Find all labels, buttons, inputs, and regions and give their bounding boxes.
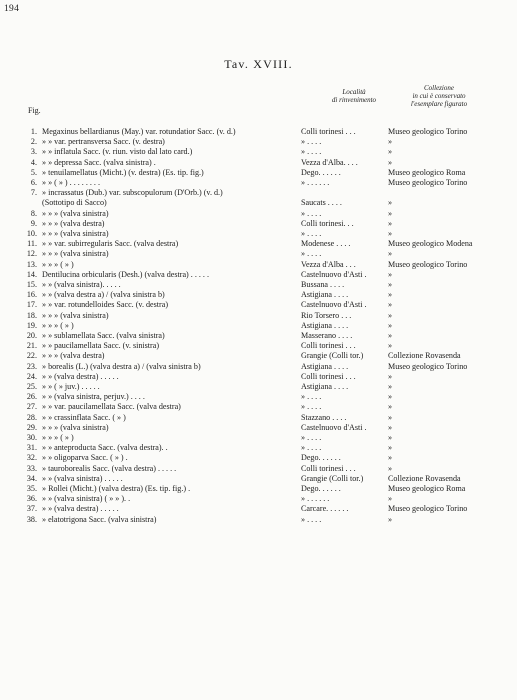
- collection: Museo geologico Torino: [388, 178, 468, 187]
- figure-number: 4.: [30, 157, 37, 167]
- figure-number: 22.: [26, 351, 37, 361]
- species-description: » » oligoparva Sacc. ( » ) .: [42, 453, 128, 463]
- locality: Dego. . . . . .: [301, 453, 341, 463]
- figure-number: 37.: [26, 504, 37, 514]
- collection: »: [388, 422, 393, 432]
- locality: » . . . . . .: [301, 178, 330, 187]
- figure-number: 13.: [26, 259, 37, 269]
- species-description: (Sottotipo di Sacco): [42, 198, 107, 208]
- locality: Rio Torsero . . .: [301, 310, 352, 320]
- collection: »: [388, 229, 393, 238]
- figure-number: 5.: [30, 167, 37, 177]
- species-description: » elatotrigona Sacc. (valva sinistra): [42, 514, 157, 524]
- species-description: » » inflatula Sacc. (v. riun. visto dal lato card.): [42, 147, 193, 157]
- locality: Dego. . . . . .: [301, 484, 341, 493]
- figure-row: [0, 127, 517, 137]
- figure-number: 23.: [26, 361, 37, 371]
- figure-row: [0, 382, 517, 392]
- figure-number: 1.: [30, 127, 37, 136]
- figure-number: 25.: [26, 382, 37, 391]
- species-description: » » » (valva sinistra): [42, 208, 109, 218]
- figure-row: [0, 137, 517, 147]
- species-description: » » » (valva destra): [42, 218, 105, 228]
- collection: »: [388, 290, 393, 300]
- locality: Astigiana . . . .: [301, 320, 349, 330]
- species-description: » » ( » ) . . . . . . . .: [42, 178, 100, 187]
- collection: »: [388, 341, 393, 351]
- collection: »: [388, 208, 393, 218]
- collection: Museo geologico Modena: [388, 239, 473, 249]
- collection: »: [388, 147, 393, 157]
- species-description: » » var. paucilamellata Sacc. (valva destra): [42, 402, 181, 412]
- figure-row: [0, 392, 517, 402]
- figure-row: [0, 178, 517, 188]
- species-description: » » » (valva sinistra): [42, 422, 109, 432]
- collection: »: [388, 280, 393, 289]
- collection: Collezione Rovasenda: [388, 351, 461, 361]
- collection: »: [388, 453, 393, 463]
- figure-number: 7.: [30, 188, 37, 198]
- collection: Museo geologico Torino: [388, 504, 468, 514]
- locality: » . . . .: [301, 402, 322, 412]
- species-description: » » anteproducta Sacc. (valva destra). .: [42, 443, 168, 453]
- figure-row: [0, 300, 517, 310]
- species-description: » » crassinflata Sacc. ( » ): [42, 412, 126, 422]
- figure-row: [0, 198, 517, 208]
- locality: » . . . .: [301, 433, 322, 442]
- collection: Collezione Rovasenda: [388, 473, 461, 483]
- figure-row: [0, 158, 517, 168]
- figure-row: [0, 270, 517, 280]
- collection: Museo geologico Torino: [388, 259, 468, 269]
- collection: »: [388, 412, 393, 422]
- collection: »: [388, 218, 393, 228]
- figure-row: [0, 229, 517, 239]
- figure-number: 27.: [26, 402, 37, 412]
- collection: Museo geologico Roma: [388, 484, 466, 493]
- species-description: » » (valva sinistra, perjuv.) . . . .: [42, 392, 145, 402]
- figure-number: 18.: [26, 310, 37, 320]
- locality: Bussana . . . .: [301, 280, 345, 289]
- species-description: » tauroborealis Sacc. (valva destra) . . . . .: [42, 463, 177, 473]
- figure-row: [0, 290, 517, 300]
- locality: Castelnuovo d'Asti .: [301, 422, 367, 432]
- collection: Museo geologico Torino: [388, 127, 468, 136]
- collection-header-line2: in cui è conservato: [412, 92, 466, 100]
- collection-header-line1: Collezione: [424, 84, 454, 92]
- collection: Museo geologico Roma: [388, 167, 466, 177]
- collection-column-header: [384, 84, 494, 108]
- locality: Grangie (Colli tor.): [301, 473, 364, 483]
- figure-row: [0, 402, 517, 412]
- figure-row: [0, 362, 517, 372]
- figure-number: 31.: [26, 443, 37, 453]
- page-number: 194: [4, 4, 20, 14]
- figure-number: 20.: [26, 331, 37, 340]
- locality: » . . . .: [301, 229, 322, 238]
- figure-row: [0, 423, 517, 433]
- species-description: » » paucilamellata Sacc. (v. sinistra): [42, 341, 160, 351]
- figure-number: 2.: [30, 137, 37, 147]
- figure-row: [0, 311, 517, 321]
- locality: Grangie (Colli tor.): [301, 351, 364, 361]
- collection: »: [388, 198, 393, 208]
- figure-row: [0, 188, 517, 198]
- locality-column-header: [324, 88, 384, 104]
- figure-number: 12.: [26, 249, 37, 259]
- fig-column-header: Fig.: [28, 106, 41, 115]
- species-description: » » (valva sinistra) . . . . .: [42, 473, 123, 483]
- figure-row: [0, 413, 517, 423]
- collection: »: [388, 310, 393, 320]
- locality: Castelnuovo d'Asti .: [301, 269, 367, 279]
- locality: » . . . .: [301, 443, 322, 453]
- species-description: » » (valva destra) . . . . .: [42, 371, 119, 381]
- species-description: » » » ( » ): [42, 320, 74, 330]
- collection: »: [388, 494, 393, 504]
- figure-row: [0, 433, 517, 443]
- species-description: » » » (valva sinistra): [42, 229, 109, 238]
- species-description: » incrassatus (Dub.) var. subscopulorum (D'Orb.) (v. d.): [42, 188, 223, 198]
- locality: Colli torinesi . . .: [301, 463, 356, 473]
- figure-number: 32.: [26, 453, 37, 463]
- figure-number: 17.: [26, 300, 37, 310]
- figure-number: 16.: [26, 290, 37, 300]
- species-description: » » » (valva sinistra): [42, 310, 109, 320]
- figure-row: [0, 453, 517, 463]
- species-description: » » var. rotundelloides Sacc. (v. destra): [42, 300, 169, 310]
- locality: Colli torinesi . . .: [301, 341, 356, 351]
- figure-number: 14.: [26, 269, 37, 279]
- figure-number: 26.: [26, 392, 37, 402]
- plate-title: Tav. XVIII.: [224, 57, 293, 71]
- locality: Astigiana . . . .: [301, 361, 349, 371]
- figure-number: 21.: [26, 341, 37, 351]
- locality-header-line1: Località: [342, 88, 366, 96]
- locality-header-line2: di rinvenimento: [331, 96, 377, 104]
- species-description: » » (valva sinistra) ( » » ). .: [42, 494, 131, 504]
- locality: » . . . .: [301, 147, 322, 157]
- figure-row: [0, 474, 517, 484]
- locality: Castelnuovo d'Asti .: [301, 300, 367, 310]
- species-description: » tenuilamellatus (Micht.) (v. destra) (Es. tip. fig.): [42, 167, 204, 177]
- figure-row: [0, 372, 517, 382]
- locality: Astigiana . . . .: [301, 382, 349, 391]
- species-description: » » sublamellata Sacc. (valva sinistra): [42, 331, 165, 340]
- locality: Vezza d'Alba . . .: [301, 259, 356, 269]
- figure-row: [0, 239, 517, 249]
- figure-row: [0, 331, 517, 341]
- collection: »: [388, 137, 393, 147]
- species-description: » Rollei (Micht.) (valva destra) (Es. tip. fig.) .: [42, 484, 191, 493]
- collection: »: [388, 382, 393, 391]
- locality: Saucats . . . .: [301, 198, 342, 208]
- figure-number: 9.: [30, 218, 37, 228]
- collection: »: [388, 300, 393, 310]
- collection: »: [388, 269, 393, 279]
- figure-row: [0, 147, 517, 157]
- species-description: » » » (valva destra): [42, 351, 105, 361]
- species-description: » » » (valva sinistra): [42, 249, 109, 259]
- figure-row: [0, 494, 517, 504]
- species-description: » » var. pertransversa Sacc. (v. destra): [42, 137, 165, 147]
- species-description: » » var. subirregularis Sacc. (valva destra): [42, 239, 179, 249]
- species-description: » » (valva destra) . . . . .: [42, 504, 119, 514]
- collection: »: [388, 249, 393, 259]
- figure-number: 24.: [26, 371, 37, 381]
- figure-number: 33.: [26, 463, 37, 473]
- figure-row: [0, 443, 517, 453]
- locality: » . . . .: [301, 392, 322, 402]
- locality: Carcare. . . . . .: [301, 504, 349, 514]
- locality: Colli torinesi. . .: [301, 218, 354, 228]
- figure-row: [0, 341, 517, 351]
- locality: Astigiana . . . .: [301, 290, 349, 300]
- collection: »: [388, 514, 393, 524]
- locality: Masserano . . . .: [301, 331, 353, 340]
- locality: Modenese . . . .: [301, 239, 351, 249]
- locality: Dego. . . . . .: [301, 167, 341, 177]
- species-description: » » (valva sinistra). . . . .: [42, 280, 121, 289]
- figure-number: 3.: [30, 147, 37, 157]
- locality: » . . . .: [301, 514, 322, 524]
- species-description: » » » ( » ): [42, 259, 74, 269]
- collection: »: [388, 402, 393, 412]
- collection: »: [388, 443, 393, 453]
- species-description: Megaxinus bellardianus (May.) var. rotundatior Sacc. (v. d.): [42, 127, 236, 136]
- figure-row: [0, 219, 517, 229]
- collection: »: [388, 392, 393, 402]
- figure-row: [0, 351, 517, 361]
- figure-row: [0, 321, 517, 331]
- figure-number: 10.: [26, 229, 37, 238]
- figure-number: 30.: [26, 433, 37, 442]
- locality: Stazzano . . . .: [301, 412, 347, 422]
- collection: »: [388, 433, 393, 442]
- collection: »: [388, 463, 393, 473]
- species-description: » » (valva destra a) / (valva sinistra b): [42, 290, 165, 300]
- collection: Museo geologico Torino: [388, 361, 468, 371]
- figure-row: [0, 504, 517, 514]
- figure-row: [0, 260, 517, 270]
- species-description: Dentilucina orbicularis (Desh.) (valva destra) . . . . .: [42, 269, 209, 279]
- collection: »: [388, 320, 393, 330]
- figure-number: 34.: [26, 473, 37, 483]
- figure-number: 19.: [26, 320, 37, 330]
- species-description: » » depressa Sacc. (valva sinistra) .: [42, 157, 156, 167]
- locality: » . . . .: [301, 208, 322, 218]
- figure-row: [0, 515, 517, 525]
- figure-number: 29.: [26, 422, 37, 432]
- figure-number: 8.: [30, 208, 37, 218]
- collection: »: [388, 157, 393, 167]
- figure-number: 38.: [26, 514, 37, 524]
- figure-number: 28.: [26, 412, 37, 422]
- figure-row: [0, 280, 517, 290]
- collection: »: [388, 371, 393, 381]
- collection: »: [388, 331, 393, 340]
- figure-row: [0, 249, 517, 259]
- figure-row: [0, 464, 517, 474]
- locality: Colli torinesi . . .: [301, 127, 356, 136]
- figure-number: 6.: [30, 178, 37, 187]
- species-description: » » ( » juv.) . . . . .: [42, 382, 100, 391]
- figure-row: [0, 484, 517, 494]
- figure-number: 11.: [27, 239, 37, 249]
- locality: » . . . .: [301, 137, 322, 147]
- collection-header-line3: l'esemplare figurato: [410, 100, 468, 108]
- species-description: » borealis (L.) (valva destra a) / (valva sinistra b): [42, 361, 201, 371]
- species-description: » » » ( » ): [42, 433, 74, 442]
- figure-number: 15.: [26, 280, 37, 289]
- locality: Vezza d'Alba. . . .: [301, 157, 358, 167]
- locality: Colli torinesi . . .: [301, 371, 356, 381]
- locality: » . . . .: [301, 249, 322, 259]
- figure-number: 36.: [26, 494, 37, 504]
- figure-number: 35.: [26, 484, 37, 493]
- figure-row: [0, 168, 517, 178]
- figure-row: [0, 209, 517, 219]
- locality: » . . . . . .: [301, 494, 330, 504]
